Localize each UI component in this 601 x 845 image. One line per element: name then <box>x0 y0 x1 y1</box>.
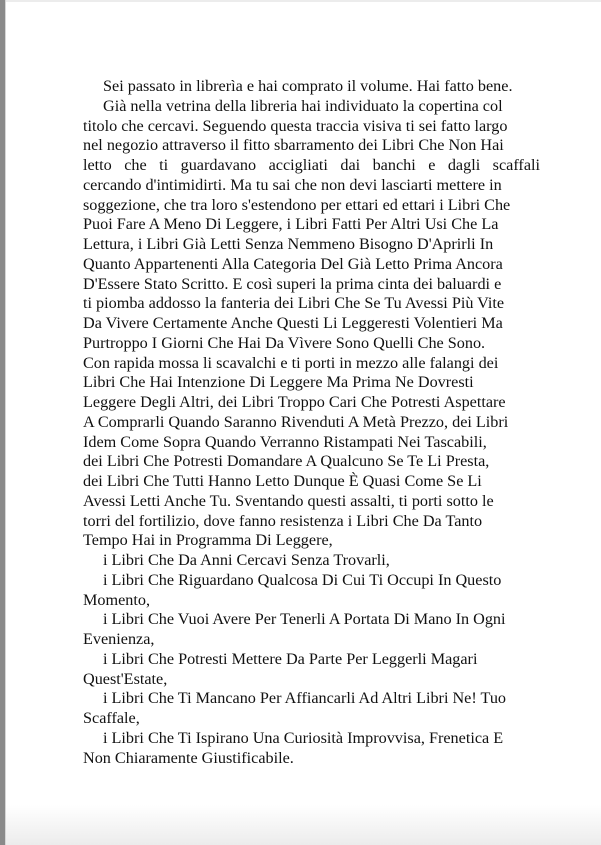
text-line: Idem Come Sopra Quando Verranno Ristampati Nei Tascabili, <box>83 432 487 451</box>
text-line: torri del fortilizio, dove fanno resistenza i Libri Che Da Tanto <box>83 511 483 530</box>
text-line: i Libri Che Vuoi Avere Per Tenerli A Portata Di Mano In Ogni <box>103 610 506 629</box>
text-line: i Libri Che Riguardano Qualcosa Di Cui Ti Occupi In Questo <box>103 570 502 589</box>
text-line: Con rapida mossa li scavalchi e ti porti in mezzo alle falangi dei <box>83 353 499 372</box>
text-line: ti piomba addosso la fanteria dei Libri Che Se Tu Avessi Più Vite <box>83 294 505 313</box>
text-line: Evenienza, <box>83 630 155 648</box>
text-line: Quanto Appartenenti Alla Categoria Del Già Letto Prima Ancora <box>83 254 503 273</box>
text-line: Non Chiaramente Giustificabile. <box>83 748 294 767</box>
text-line: i Libri Che Ti Mancano Per Affiancarli Ad Altri Libri Ne! Tuo <box>103 689 507 708</box>
text-line: Momento, <box>83 590 150 609</box>
text-line: Libri Che Hai Intenzione Di Leggere Ma Prima Ne Dovresti <box>83 373 474 392</box>
document-page <box>6 2 601 845</box>
text-line: dei Libri Che Tutti Hanno Letto Dunque È Quasi Come Se Li <box>83 472 482 490</box>
text-line: Quest'Estate, <box>83 669 168 688</box>
text-line: i Libri Che Potresti Mettere Da Parte Per Leggerli Magari <box>103 649 478 668</box>
text-line: cercando d'intimidirti. Ma tu sai che non devi lasciarti mettere in <box>83 175 502 194</box>
text-line: A Comprarli Quando Saranno Rivenduti A Metà Prezzo, dei Libri <box>83 412 509 431</box>
text-line: D'Essere Stato Scritto. E così superi la prima cinta dei baluardi e <box>83 274 502 293</box>
page-bottom-shadow <box>6 805 601 845</box>
text-line: soggezione, che tra loro s'estendono per ettari ed ettari i Libri Che <box>83 195 511 214</box>
text-line: Sei passato in librerìa e hai comprato il volume. Hai fatto bene. <box>103 77 513 95</box>
text-line: nel negozio attraverso il fitto sbarramento dei Libri Che Non Hai <box>83 136 504 155</box>
text-line: i Libri Che Da Anni Cercavi Senza Trovarli, <box>103 551 390 569</box>
text-line: Purtroppo I Giorni Che Hai Da Vìvere Sono Quelli Che Sono. <box>83 333 486 352</box>
text-line: letto che ti guardavano accigliati dai banchi e dagli scaffali <box>83 156 540 174</box>
text-line: Da Vivere Certamente Anche Questi Li Leggeresti Volentieri Ma <box>83 314 503 332</box>
text-line: Già nella vetrina della libreria hai individuato la copertina col <box>103 96 503 115</box>
text-line: Puoi Fare A Meno Di Leggere, i Libri Fatti Per Altri Usi Che La <box>83 215 499 234</box>
text-line: Leggere Degli Altri, dei Libri Troppo Cari Che Potresti Aspettare <box>83 393 506 411</box>
text-line: i Libri Che Ti Ispirano Una Curiosità Improvvisa, Frenetica E <box>103 728 504 747</box>
text-line: dei Libri Che Potresti Domandare A Qualcuno Se Te Li Presta, <box>83 452 490 471</box>
text-line: Lettura, i Libri Già Letti Senza Nemmeno Bisogno D'Aprirli In <box>83 235 494 253</box>
text-line: titolo che cercavi. Seguendo questa traccia visiva ti sei fatto largo <box>83 116 508 135</box>
text-line: Tempo Hai in Programma Di Leggere, <box>83 531 333 550</box>
text-line: Scaffale, <box>83 709 140 727</box>
text-line: Avessi Letti Anche Tu. Sventando questi assalti, ti porti sotto le <box>83 491 494 510</box>
document-body-text <box>83 77 540 768</box>
